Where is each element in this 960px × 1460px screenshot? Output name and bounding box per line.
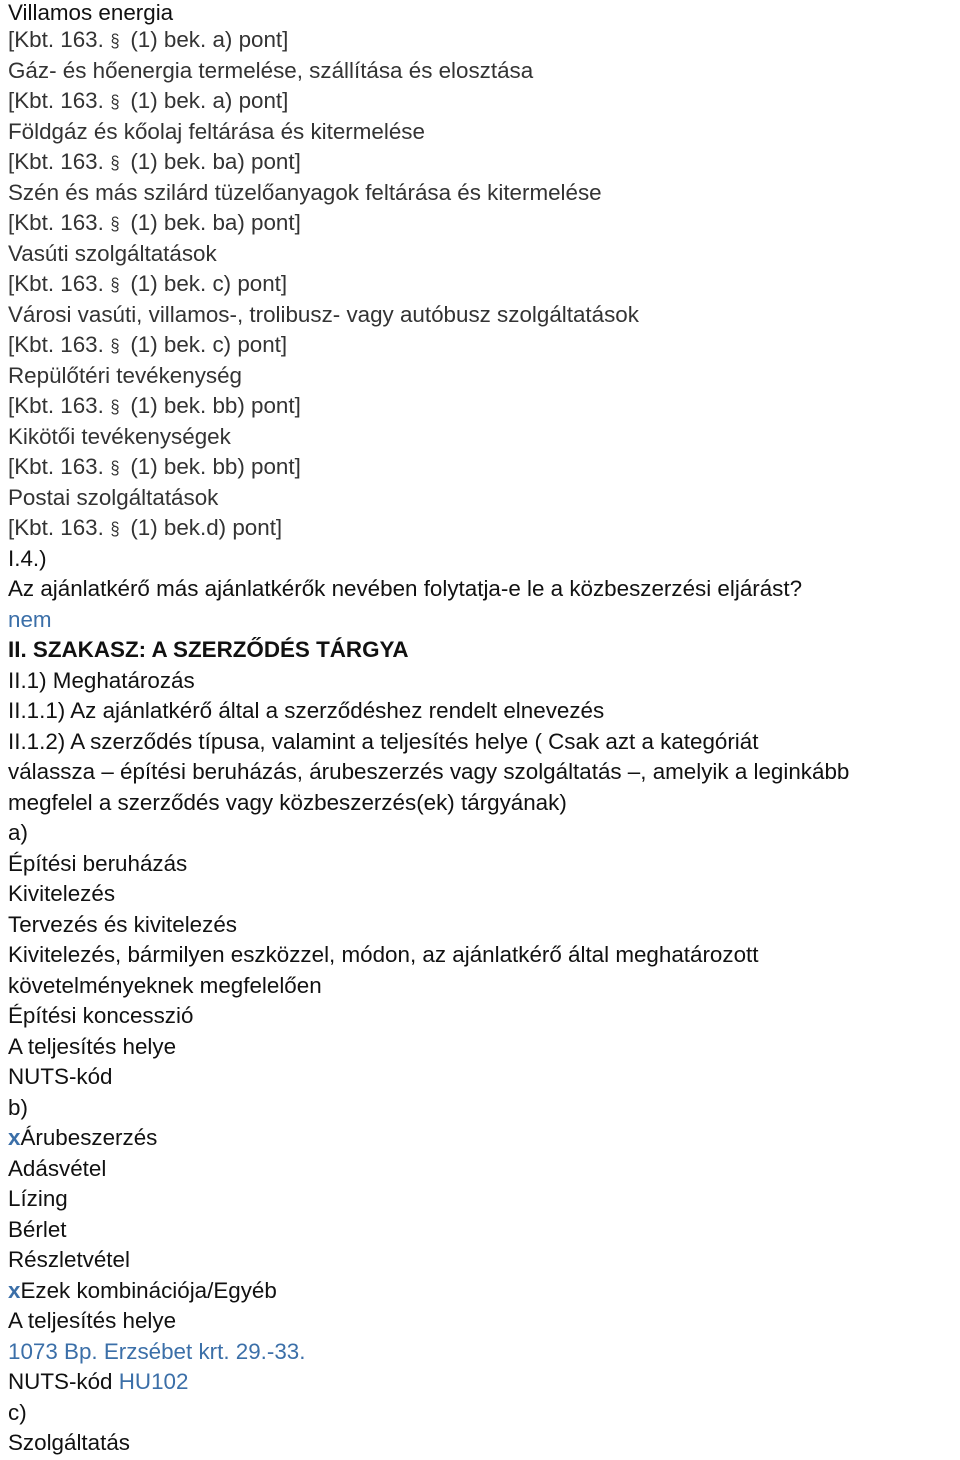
kbt-ref-post: (1) bek. a) pont]: [124, 88, 289, 113]
doc-line: II.1.2) A szerződés típusa, valamint a teljesítés helye ( Csak azt a kategóriát: [8, 728, 759, 754]
doc-line: Kikötői tevékenységek: [8, 423, 231, 449]
doc-line: c): [8, 1399, 27, 1425]
kbt-ref-post: (1) bek. ba) pont]: [124, 210, 301, 235]
option-label: Árubeszerzés: [20, 1125, 158, 1150]
kbt-reference: [8, 208, 960, 239]
kbt-ref-post: (1) bek. c) pont]: [124, 271, 288, 296]
kbt-reference: [8, 147, 960, 178]
doc-line: megfelel a szerződés vagy közbeszerzés(ek) tárgyának): [8, 789, 567, 815]
address-value: 1073 Bp. Erzsébet krt. 29.-33.: [8, 1338, 306, 1364]
section-sign-icon: §: [110, 92, 120, 112]
doc-line: NUTS-kód: [8, 1064, 113, 1089]
section-sign-icon: §: [110, 275, 120, 295]
option-label: Ezek kombinációja/Egyéb: [20, 1277, 277, 1303]
doc-line: Adásvétel: [8, 1155, 107, 1181]
kbt-ref-post: (1) bek.d) pont]: [124, 515, 283, 540]
doc-line: Városi vasúti, villamos-, trolibusz- vagy autóbusz szolgáltatások: [8, 301, 639, 327]
kbt-ref-pre: [Kbt. 163.: [8, 271, 111, 296]
nuts-label: NUTS-kód: [8, 1369, 119, 1394]
checked-option: [8, 1123, 960, 1154]
kbt-reference: [8, 513, 960, 544]
doc-line: Gáz- és hőenergia termelése, szállítása és elosztása: [8, 57, 534, 83]
kbt-ref-post: (1) bek. ba) pont]: [124, 149, 301, 174]
checkmark-x: x: [8, 1277, 21, 1303]
doc-line: A teljesítés helye: [8, 1308, 177, 1333]
doc-line: Bérlet: [8, 1216, 67, 1242]
kbt-reference: [8, 330, 960, 361]
kbt-ref-pre: [Kbt. 163.: [8, 210, 111, 235]
kbt-ref-pre: [Kbt. 163.: [8, 454, 111, 479]
doc-line: Földgáz és kőolaj feltárása és kitermelése: [8, 118, 425, 144]
kbt-ref-post: (1) bek. c) pont]: [124, 332, 288, 357]
doc-line: Tervezés és kivitelezés: [8, 911, 237, 937]
doc-line: Kivitelezés: [8, 881, 116, 906]
section-sign-icon: §: [110, 397, 120, 417]
section-sign-icon: §: [110, 214, 120, 234]
kbt-ref-pre: [Kbt. 163.: [8, 393, 111, 418]
doc-line: Kivitelezés, bármilyen eszközzel, módon, az ajánlatkérő által meghatározott: [8, 942, 759, 967]
kbt-ref-pre: [Kbt. 163.: [8, 88, 111, 113]
doc-line: Villamos energia: [8, 0, 174, 25]
kbt-ref-pre: [Kbt. 163.: [8, 332, 111, 357]
kbt-reference: [8, 25, 960, 56]
section-sign-icon: §: [110, 31, 120, 51]
kbt-reference: [8, 86, 960, 117]
kbt-ref-pre: [Kbt. 163.: [8, 515, 111, 540]
section-number: I.4.): [8, 545, 47, 571]
question-text: Az ajánlatkérő más ajánlatkérők nevében folytatja-e le a közbeszerzési eljárást?: [8, 576, 803, 601]
kbt-reference: [8, 391, 960, 422]
kbt-reference: [8, 269, 960, 300]
doc-line: A teljesítés helye: [8, 1033, 177, 1059]
doc-line: követelményeknek megfelelően: [8, 972, 322, 998]
kbt-ref-pre: [Kbt. 163.: [8, 27, 111, 52]
section-sign-icon: §: [110, 519, 120, 539]
kbt-ref-post: (1) bek. a) pont]: [124, 27, 289, 52]
kbt-ref-pre: [Kbt. 163.: [8, 149, 111, 174]
kbt-ref-post: (1) bek. bb) pont]: [124, 454, 301, 479]
nuts-code-line: [8, 1367, 960, 1398]
section-sign-icon: §: [110, 336, 120, 356]
doc-line: Szén és más szilárd tüzelőanyagok feltárása és kitermelése: [8, 179, 602, 205]
section-sign-icon: §: [110, 153, 120, 173]
nuts-value: HU102: [118, 1369, 189, 1394]
kbt-ref-post: (1) bek. bb) pont]: [124, 393, 301, 418]
kbt-reference: [8, 452, 960, 483]
doc-line: Építési beruházás: [8, 850, 188, 876]
doc-line: Vasúti szolgáltatások: [8, 240, 217, 266]
doc-line: Postai szolgáltatások: [8, 484, 219, 510]
doc-line: b): [8, 1094, 28, 1120]
doc-line: a): [8, 820, 28, 845]
doc-line: Repülőtéri tevékenység: [8, 362, 242, 388]
section-heading: II. SZAKASZ: A SZERZŐDÉS TÁRGYA: [8, 637, 409, 662]
section-sign-icon: §: [110, 458, 120, 478]
checked-option: [8, 1276, 960, 1307]
subsection-heading: II.1) Meghatározás: [8, 667, 195, 693]
checkmark-x: x: [8, 1125, 21, 1150]
answer-value: nem: [8, 606, 52, 632]
doc-line: Szolgáltatás: [8, 1430, 130, 1455]
doc-line: Lízing: [8, 1186, 68, 1211]
doc-line: Részletvétel: [8, 1247, 130, 1272]
doc-line: válassza – építési beruházás, árubeszerzés vagy szolgáltatás –, amelyik a leginkább: [8, 759, 850, 784]
doc-line: Építési koncesszió: [8, 1003, 194, 1028]
doc-line: II.1.1) Az ajánlatkérő által a szerződéshez rendelt elnevezés: [8, 698, 605, 723]
